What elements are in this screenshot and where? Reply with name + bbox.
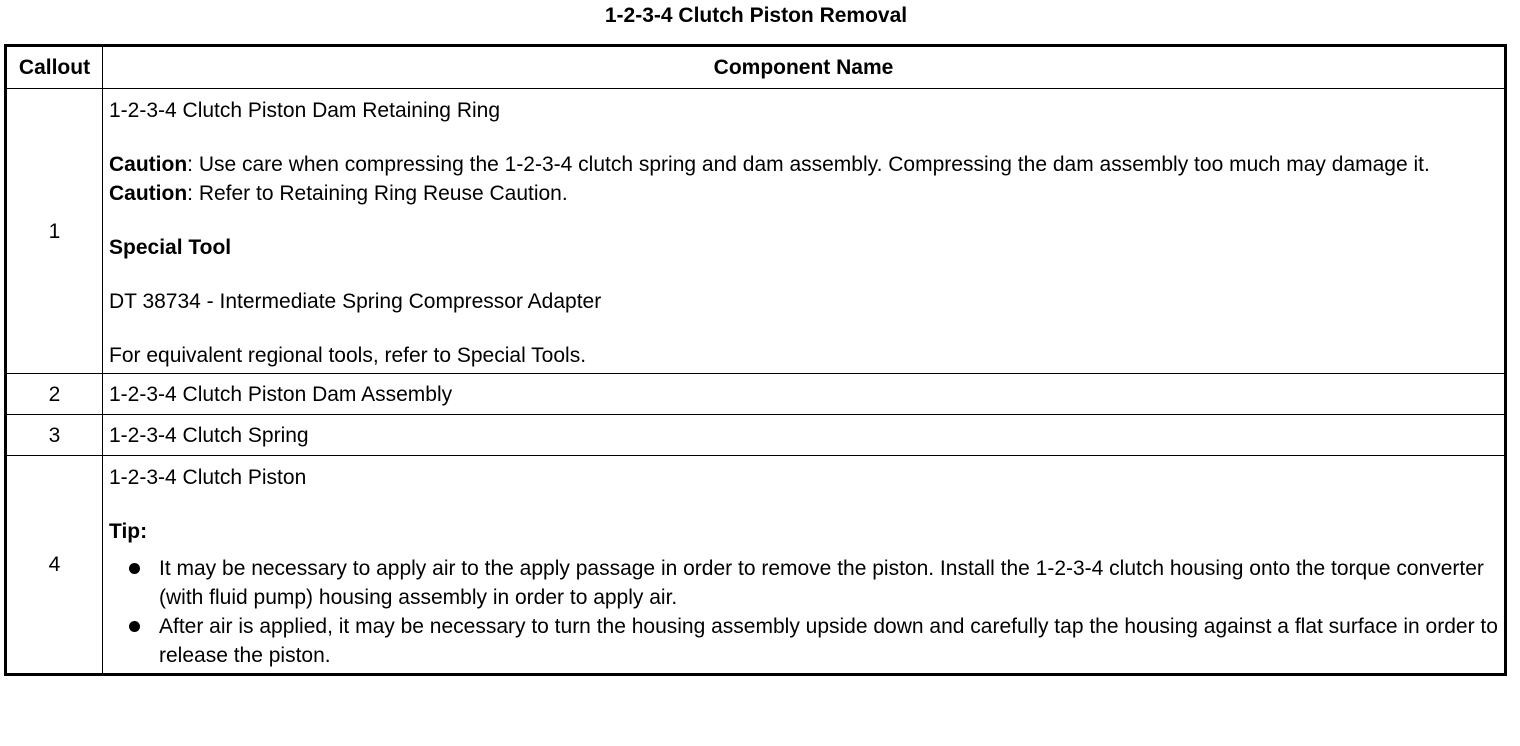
tip-text: It may be necessary to apply air to the apply passage in order to remove the piston. Install the 1-2-3-4 clutch housing onto the torque converter (with fluid pump) housing assembly in order to apply air. (159, 557, 1484, 609)
component-name: 1-2-3-4 Clutch Piston Dam Retaining Ring (109, 99, 501, 122)
tip-item (129, 612, 1498, 670)
caution-label: Caution (109, 182, 188, 205)
callout-number: 1 (6, 89, 103, 374)
table-row (6, 456, 1506, 675)
callout-number: 3 (6, 415, 103, 456)
tip-item (129, 554, 1498, 612)
tip-label: Tip: (109, 520, 148, 543)
special-tool-heading: Special Tool (109, 236, 232, 259)
callout-number: 2 (6, 374, 103, 415)
component-cell (103, 456, 1506, 675)
bullet-icon (129, 563, 140, 574)
caution-label: Caution (109, 153, 188, 176)
regional-tools-note: For equivalent regional tools, refer to Special Tools. (109, 344, 587, 367)
component-name: 1-2-3-4 Clutch Piston (109, 466, 307, 489)
page-title: 1-2-3-4 Clutch Piston Removal (604, 4, 908, 27)
special-tool-name: DT 38734 - Intermediate Spring Compressor Adapter (109, 290, 602, 313)
table-header-row (6, 46, 1506, 89)
caution-note (109, 179, 1498, 208)
table-row (6, 89, 1506, 374)
component-cell (103, 89, 1506, 374)
caution-note (109, 150, 1498, 179)
component-name: 1-2-3-4 Clutch Spring (103, 415, 1506, 456)
bullet-icon (129, 621, 140, 632)
table-row (6, 415, 1506, 456)
component-name: 1-2-3-4 Clutch Piston Dam Assembly (103, 374, 1506, 415)
component-table (4, 44, 1507, 676)
callout-header: Callout (6, 46, 103, 89)
component-name-header: Component Name (103, 46, 1506, 89)
table-row (6, 374, 1506, 415)
tip-text: After air is applied, it may be necessary to turn the housing assembly upside down and carefully tap the housing against a flat surface in order to release the piston. (159, 615, 1498, 667)
caution-text: : Refer to Retaining Ring Reuse Caution. (187, 182, 568, 205)
callout-number: 4 (6, 456, 103, 675)
tip-list (109, 554, 1498, 670)
caution-text: : Use care when compressing the 1-2-3-4 clutch spring and dam assembly. Compressing the dam assembly too much may damage it. (187, 153, 1430, 176)
